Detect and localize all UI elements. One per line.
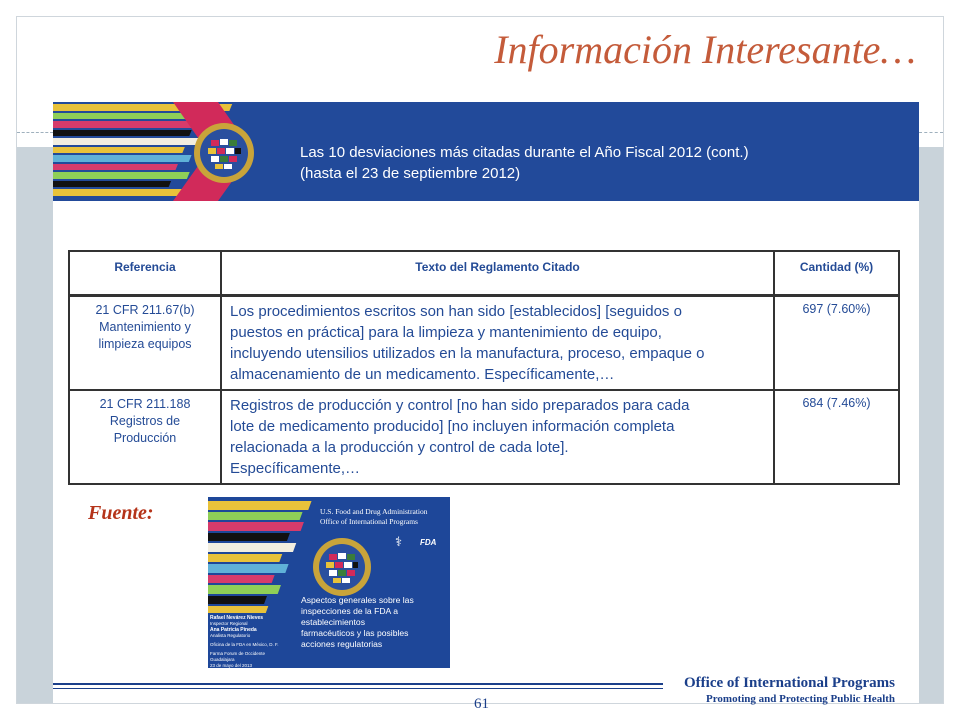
cover-agency — [320, 507, 448, 527]
footer-logo — [684, 675, 895, 705]
header-banner — [53, 102, 919, 201]
banner-text — [300, 142, 749, 184]
reference-line: limpieza equipos — [98, 336, 192, 351]
footer-rule — [53, 688, 663, 689]
table-row — [69, 390, 899, 484]
footer-org: Office of International Programs — [684, 675, 895, 691]
slide-title: Información Interesante… — [494, 27, 916, 72]
source-label: Fuente: — [88, 502, 154, 524]
header-texto: Texto del Reglamento Citado — [221, 251, 774, 295]
banner-line-2: (hasta el 23 de septiembre 2012) — [300, 165, 521, 182]
page-number: 61 — [474, 696, 489, 712]
regulation-line: Registros de producción y control [no han sido preparados para cada — [230, 396, 690, 414]
side-band-left — [17, 147, 53, 703]
cover-office: Oficina de la FDA en México, D. F. — [210, 642, 279, 647]
table-row — [69, 295, 899, 390]
regulation-line: Los procedimientos escritos son han sido [establecidos] [seguidos o — [230, 302, 682, 320]
reference-cell — [69, 390, 221, 484]
side-band-right — [919, 147, 943, 703]
regulation-line: Específicamente,… — [230, 459, 361, 477]
reference-line: 21 CFR 211.67(b) — [95, 302, 195, 317]
reference-line: Mantenimiento y — [99, 319, 191, 334]
footer-rule — [53, 683, 663, 685]
reference-line: Registros de — [109, 413, 181, 428]
cover-title-line: establecimientos — [301, 617, 366, 627]
footer-tagline: Promoting and Protecting Public Health — [706, 693, 896, 705]
cover-fda-logo: FDA — [420, 538, 437, 547]
hhs-eagle-icon: ⚕ — [395, 534, 403, 549]
cover-author-role: Inspector Regional — [210, 621, 248, 626]
cover-agency-line-2: Office of International Programs — [320, 517, 418, 526]
cover-authors — [208, 615, 286, 668]
quantity-cell: 697 (7.60%) — [774, 295, 899, 390]
regulation-text-cell — [221, 390, 774, 484]
cover-title — [301, 595, 447, 650]
header-referencia: Referencia — [69, 251, 221, 295]
banner-stripes-graphic — [53, 102, 293, 201]
regulation-line: incluyendo utensilios utilizados en la manufactura, proceso, empaque o — [230, 344, 705, 362]
cover-seal-icon — [312, 537, 372, 597]
cover-title-line: acciones regulatorias — [301, 639, 383, 649]
slide-content — [53, 102, 919, 680]
cover-title-line: farmacéuticos y las posibles — [301, 628, 409, 638]
cover-title-line: inspecciones de la FDA a — [301, 606, 398, 616]
cover-title-line: Aspectos generales sobre las — [301, 595, 414, 605]
source-cover-image — [208, 497, 450, 668]
reference-line: Producción — [113, 430, 177, 445]
reference-cell — [69, 295, 221, 390]
reference-line: 21 CFR 211.188 — [99, 396, 191, 411]
regulation-line: lote de medicamento producido] [no incluyen información completa — [230, 417, 675, 435]
banner-line-1: Las 10 desviaciones más citadas durante el Año Fiscal 2012 (cont.) — [300, 144, 749, 161]
regulation-line: almacenamiento de un medicamento. Específicamente,… — [230, 365, 615, 383]
cover-author-name: Ana Patricia Pineda — [210, 627, 257, 633]
cover-author-role: Analista Regulatorio — [210, 633, 251, 638]
regulation-line: relacionada a la producción y control de cada lote]. — [230, 438, 569, 456]
cover-author-name: Rafael Nevárez Nieves — [210, 615, 264, 621]
quantity-cell: 684 (7.46%) — [774, 390, 899, 484]
cover-event: Guadalajara — [210, 657, 235, 662]
header-cantidad: Cantidad (%) — [774, 251, 899, 295]
cover-event: Farma Forum de Occidente — [210, 651, 266, 656]
cover-agency-line-1: U.S. Food and Drug Administration — [320, 507, 428, 516]
divider-left — [17, 132, 53, 133]
international-seal-icon — [193, 122, 255, 184]
deviations-table — [68, 250, 900, 485]
table-header-row — [69, 251, 899, 295]
cover-event: 23 de mayo del 2013 — [210, 663, 253, 668]
regulation-line: puestos en práctica] para la limpieza y mantenimiento de equipo, — [230, 323, 662, 341]
divider-right — [919, 132, 943, 133]
regulation-text-cell — [221, 295, 774, 390]
